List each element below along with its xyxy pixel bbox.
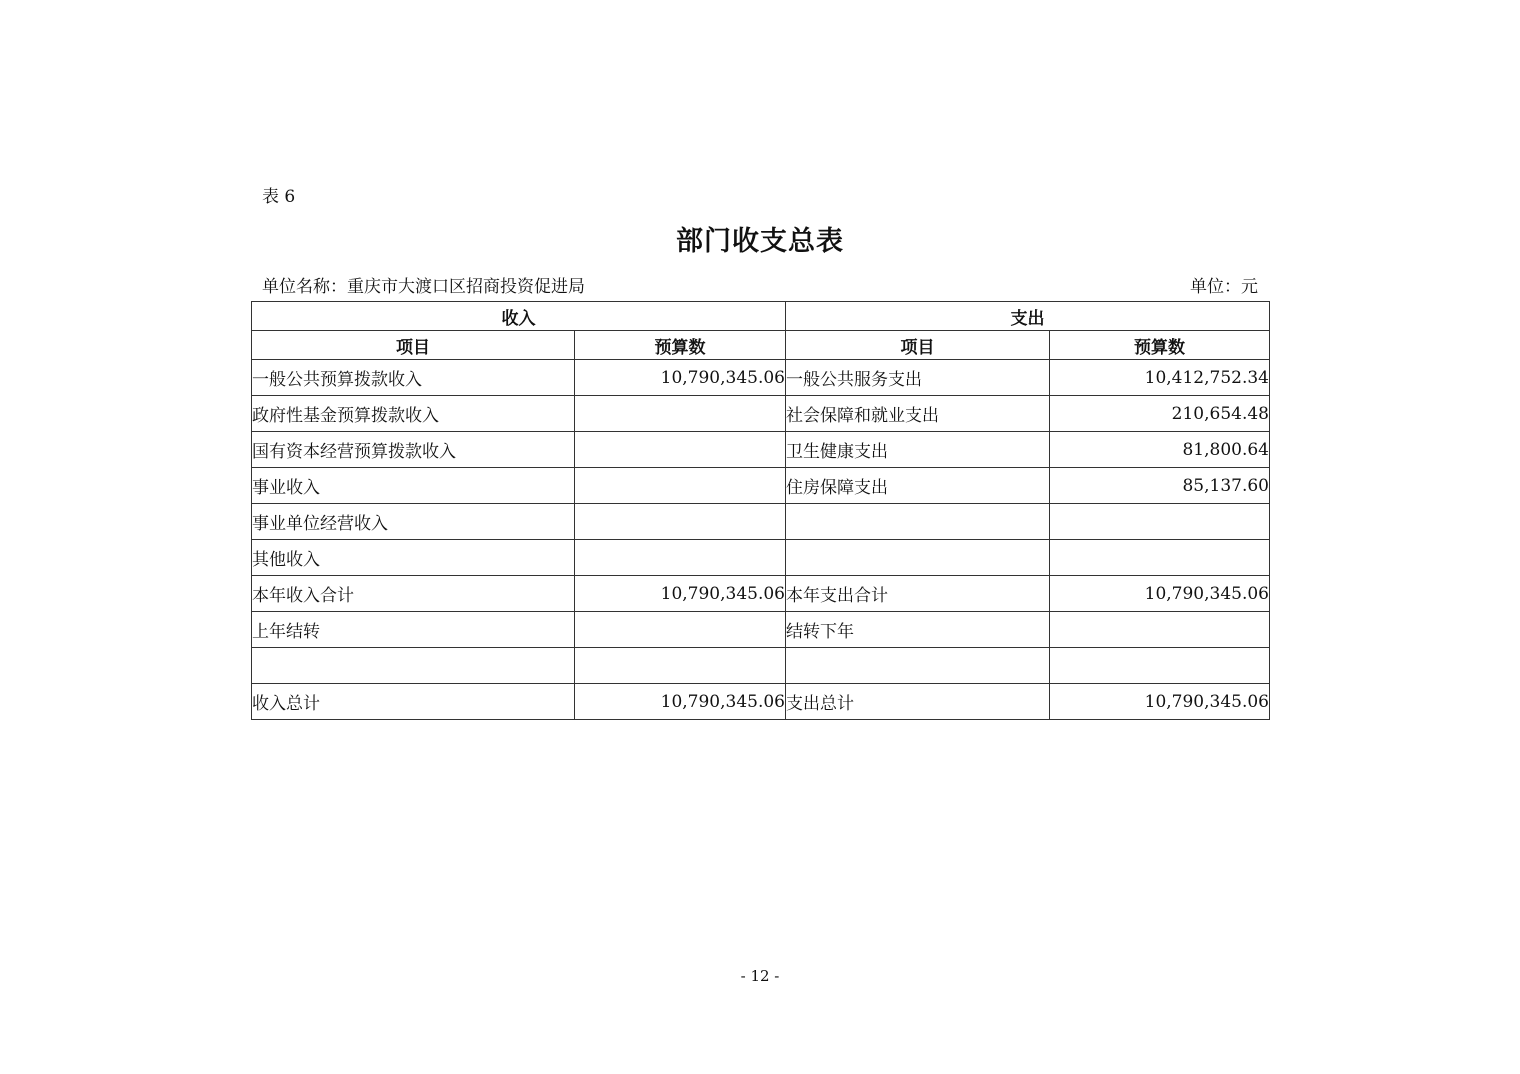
page-number: - 12 - — [740, 967, 780, 985]
income-value — [575, 396, 786, 432]
currency-unit: 单位：元 — [1190, 277, 1258, 297]
column-header-row — [252, 331, 1270, 360]
expense-group-header: 支出 — [786, 302, 1270, 331]
income-item: 本年收入合计 — [252, 576, 575, 612]
table-row — [252, 360, 1270, 396]
expense-value: 10,412,752.34 — [1050, 360, 1270, 396]
expense-value — [1050, 648, 1270, 684]
income-value — [575, 612, 786, 648]
table-row — [252, 396, 1270, 432]
table-row — [252, 468, 1270, 504]
expense-item — [786, 540, 1050, 576]
income-item: 一般公共预算拨款收入 — [252, 360, 575, 396]
expense-item: 住房保障支出 — [786, 468, 1050, 504]
expense-value: 81,800.64 — [1050, 432, 1270, 468]
expense-value: 85,137.60 — [1050, 468, 1270, 504]
income-budget-column-header: 预算数 — [575, 331, 786, 360]
expense-item: 卫生健康支出 — [786, 432, 1050, 468]
income-item: 政府性基金预算拨款收入 — [252, 396, 575, 432]
expense-value: 10,790,345.06 — [1050, 576, 1270, 612]
table-row — [252, 504, 1270, 540]
income-value — [575, 504, 786, 540]
expense-value — [1050, 540, 1270, 576]
table-row — [252, 684, 1270, 720]
expense-budget-column-header: 预算数 — [1050, 331, 1270, 360]
income-item-column-header: 项目 — [252, 331, 575, 360]
expense-item-column-header: 项目 — [786, 331, 1050, 360]
expense-value — [1050, 504, 1270, 540]
income-item: 上年结转 — [252, 612, 575, 648]
income-item — [252, 648, 575, 684]
income-value — [575, 432, 786, 468]
unit-name: 单位名称：重庆市大渡口区招商投资促进局 — [262, 277, 585, 297]
income-value: 10,790,345.06 — [575, 684, 786, 720]
table-row — [252, 432, 1270, 468]
expense-item — [786, 648, 1050, 684]
expense-item: 结转下年 — [786, 612, 1050, 648]
income-value — [575, 648, 786, 684]
expense-item: 社会保障和就业支出 — [786, 396, 1050, 432]
table-row — [252, 612, 1270, 648]
income-value: 10,790,345.06 — [575, 360, 786, 396]
table-row — [252, 648, 1270, 684]
income-item: 其他收入 — [252, 540, 575, 576]
income-item: 收入总计 — [252, 684, 575, 720]
income-value: 10,790,345.06 — [575, 576, 786, 612]
expense-value — [1050, 612, 1270, 648]
income-expense-summary-table — [251, 301, 1270, 720]
group-header-row — [252, 302, 1270, 331]
expense-item: 支出总计 — [786, 684, 1050, 720]
page-title: 部门收支总表 — [676, 226, 844, 257]
expense-item: 一般公共服务支出 — [786, 360, 1050, 396]
expense-item: 本年支出合计 — [786, 576, 1050, 612]
income-group-header: 收入 — [252, 302, 786, 331]
income-value — [575, 540, 786, 576]
income-item: 事业收入 — [252, 468, 575, 504]
table-number: 表 6 — [262, 187, 296, 207]
expense-value: 10,790,345.06 — [1050, 684, 1270, 720]
income-value — [575, 468, 786, 504]
income-item: 事业单位经营收入 — [252, 504, 575, 540]
table-row — [252, 576, 1270, 612]
expense-item — [786, 504, 1050, 540]
expense-value: 210,654.48 — [1050, 396, 1270, 432]
table-row — [252, 540, 1270, 576]
income-item: 国有资本经营预算拨款收入 — [252, 432, 575, 468]
